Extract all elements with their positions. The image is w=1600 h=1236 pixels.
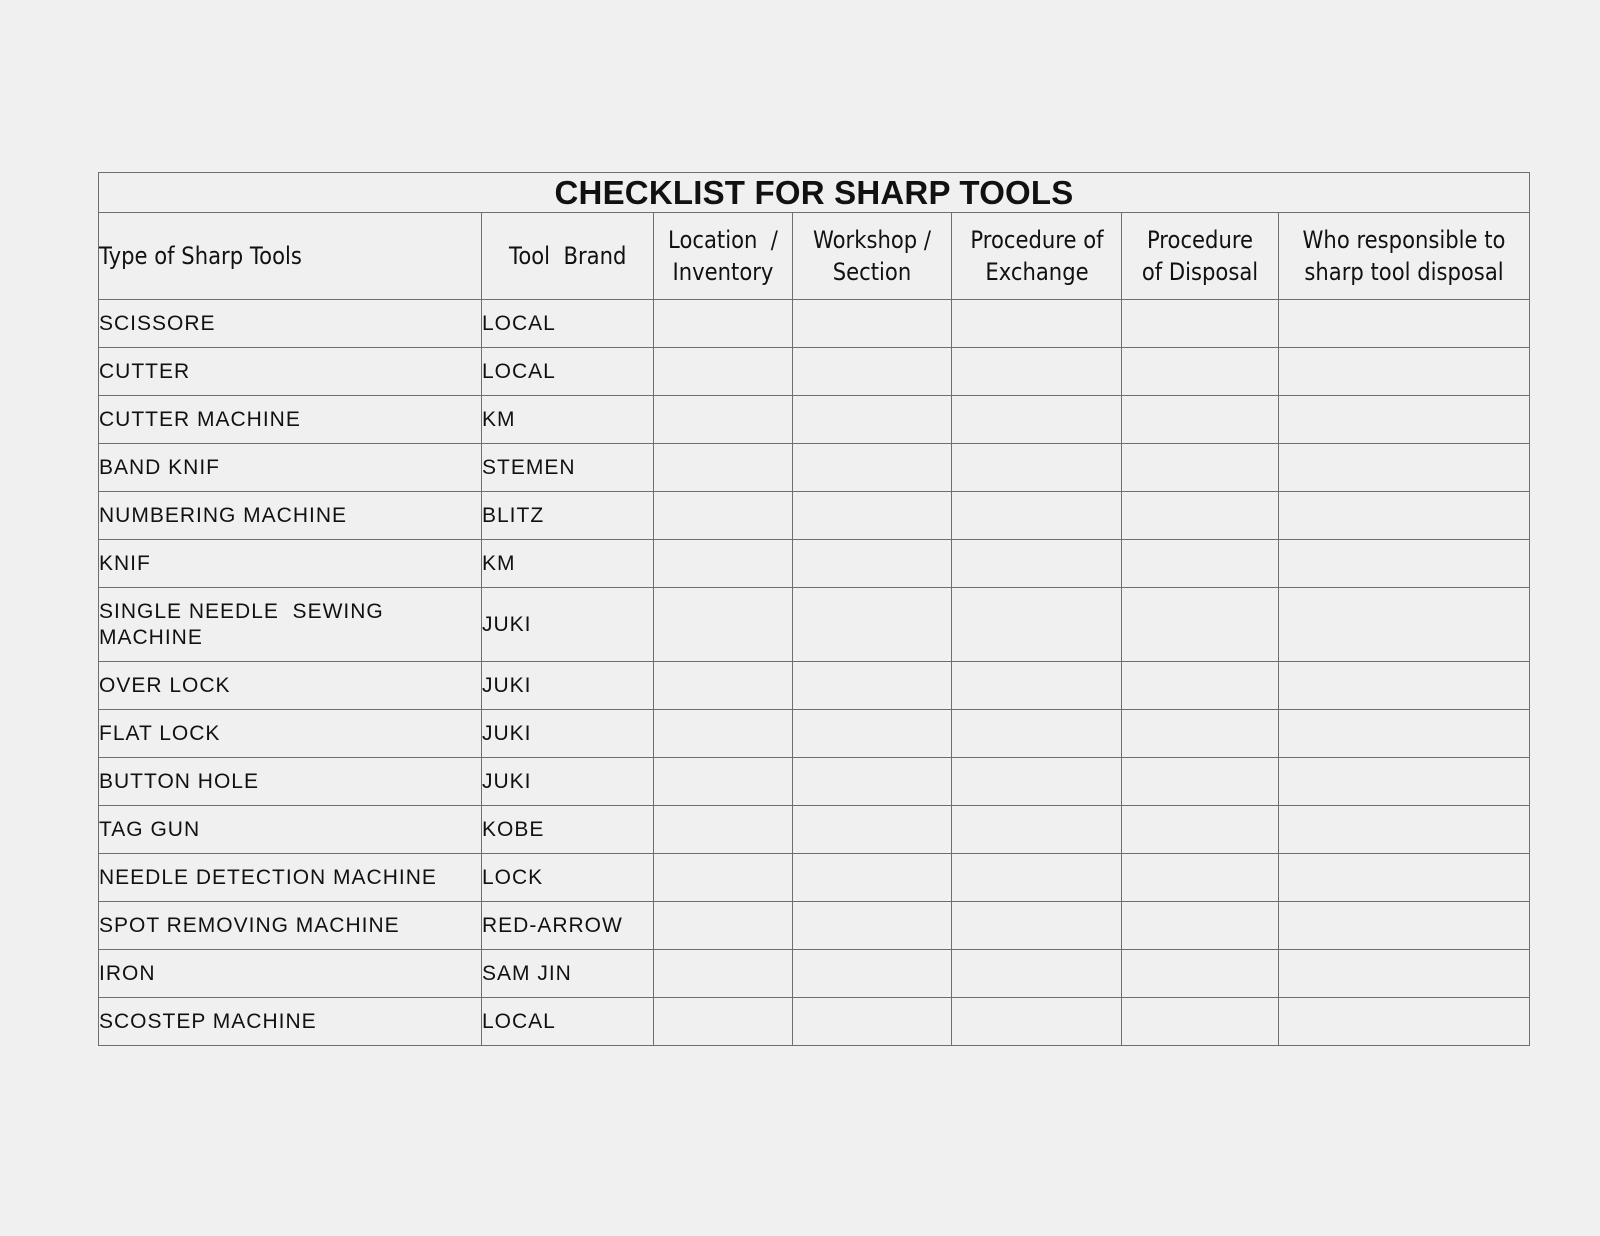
exchange-cell[interactable]	[952, 588, 1122, 662]
table-row	[99, 492, 1530, 540]
disposal-cell[interactable]	[1122, 758, 1279, 806]
table-row	[99, 950, 1530, 998]
exchange-cell[interactable]	[952, 396, 1122, 444]
workshop-cell[interactable]	[793, 998, 952, 1046]
exchange-cell[interactable]	[952, 854, 1122, 902]
tool-brand-cell: SAM JIN	[482, 950, 654, 998]
tool-type-cell: CUTTER MACHINE	[99, 396, 482, 444]
tool-type-cell: FLAT LOCK	[99, 710, 482, 758]
column-header-exchange: Procedure of Exchange	[952, 213, 1122, 300]
location-cell[interactable]	[654, 998, 793, 1046]
tool-type-cell: OVER LOCK	[99, 662, 482, 710]
table-row	[99, 758, 1530, 806]
exchange-cell[interactable]	[952, 662, 1122, 710]
tool-type-cell: KNIF	[99, 540, 482, 588]
location-cell[interactable]	[654, 854, 793, 902]
location-cell[interactable]	[654, 902, 793, 950]
workshop-cell[interactable]	[793, 710, 952, 758]
responsible-cell[interactable]	[1279, 854, 1530, 902]
disposal-cell[interactable]	[1122, 348, 1279, 396]
tool-type-cell: NEEDLE DETECTION MACHINE	[99, 854, 482, 902]
tool-brand-cell: LOCAL	[482, 998, 654, 1046]
responsible-cell[interactable]	[1279, 950, 1530, 998]
tool-brand-cell: LOCAL	[482, 300, 654, 348]
responsible-cell[interactable]	[1279, 348, 1530, 396]
tool-type-cell: NUMBERING MACHINE	[99, 492, 482, 540]
exchange-cell[interactable]	[952, 540, 1122, 588]
tool-brand-cell: JUKI	[482, 662, 654, 710]
table-row	[99, 854, 1530, 902]
column-header-workshop: Workshop / Section	[793, 213, 952, 300]
table-row	[99, 662, 1530, 710]
responsible-cell[interactable]	[1279, 710, 1530, 758]
disposal-cell[interactable]	[1122, 300, 1279, 348]
exchange-cell[interactable]	[952, 300, 1122, 348]
workshop-cell[interactable]	[793, 662, 952, 710]
responsible-cell[interactable]	[1279, 300, 1530, 348]
workshop-cell[interactable]	[793, 950, 952, 998]
responsible-cell[interactable]	[1279, 758, 1530, 806]
tool-brand-cell: JUKI	[482, 758, 654, 806]
exchange-cell[interactable]	[952, 444, 1122, 492]
workshop-cell[interactable]	[793, 300, 952, 348]
exchange-cell[interactable]	[952, 902, 1122, 950]
disposal-cell[interactable]	[1122, 444, 1279, 492]
workshop-cell[interactable]	[793, 588, 952, 662]
workshop-cell[interactable]	[793, 806, 952, 854]
table-row	[99, 710, 1530, 758]
table-row	[99, 300, 1530, 348]
location-cell[interactable]	[654, 662, 793, 710]
responsible-cell[interactable]	[1279, 998, 1530, 1046]
workshop-cell[interactable]	[793, 854, 952, 902]
disposal-cell[interactable]	[1122, 396, 1279, 444]
table-row	[99, 998, 1530, 1046]
exchange-cell[interactable]	[952, 348, 1122, 396]
location-cell[interactable]	[654, 758, 793, 806]
disposal-cell[interactable]	[1122, 806, 1279, 854]
tool-type-cell: SCISSORE	[99, 300, 482, 348]
tool-brand-cell: LOCAL	[482, 348, 654, 396]
disposal-cell[interactable]	[1122, 998, 1279, 1046]
table-row	[99, 806, 1530, 854]
responsible-cell[interactable]	[1279, 662, 1530, 710]
column-header-tool-brand: Tool Brand	[482, 213, 654, 300]
workshop-cell[interactable]	[793, 540, 952, 588]
workshop-cell[interactable]	[793, 492, 952, 540]
exchange-cell[interactable]	[952, 710, 1122, 758]
page-title: CHECKLIST FOR SHARP TOOLS	[99, 173, 1530, 213]
tool-type-cell: IRON	[99, 950, 482, 998]
tool-brand-cell: JUKI	[482, 588, 654, 662]
title-row	[99, 173, 1530, 213]
column-header-disposal: Procedure of Disposal	[1122, 213, 1279, 300]
workshop-cell[interactable]	[793, 902, 952, 950]
tool-type-cell: SINGLE NEEDLE SEWING MACHINE	[99, 588, 482, 662]
location-cell[interactable]	[654, 348, 793, 396]
location-cell[interactable]	[654, 710, 793, 758]
location-cell[interactable]	[654, 300, 793, 348]
tool-brand-cell: RED-ARROW	[482, 902, 654, 950]
tool-brand-cell: KM	[482, 540, 654, 588]
responsible-cell[interactable]	[1279, 902, 1530, 950]
location-cell[interactable]	[654, 806, 793, 854]
tool-type-cell: BUTTON HOLE	[99, 758, 482, 806]
tool-brand-cell: KOBE	[482, 806, 654, 854]
tool-type-cell: BAND KNIF	[99, 444, 482, 492]
location-cell[interactable]	[654, 950, 793, 998]
exchange-cell[interactable]	[952, 492, 1122, 540]
sharp-tools-checklist-table	[98, 172, 1530, 1046]
disposal-cell[interactable]	[1122, 854, 1279, 902]
responsible-cell[interactable]	[1279, 588, 1530, 662]
table-row	[99, 540, 1530, 588]
exchange-cell[interactable]	[952, 758, 1122, 806]
disposal-cell[interactable]	[1122, 710, 1279, 758]
exchange-cell[interactable]	[952, 806, 1122, 854]
disposal-cell[interactable]	[1122, 950, 1279, 998]
location-cell[interactable]	[654, 444, 793, 492]
table-row	[99, 588, 1530, 662]
workshop-cell[interactable]	[793, 348, 952, 396]
responsible-cell[interactable]	[1279, 396, 1530, 444]
tool-brand-cell: BLITZ	[482, 492, 654, 540]
location-cell[interactable]	[654, 492, 793, 540]
exchange-cell[interactable]	[952, 950, 1122, 998]
responsible-cell[interactable]	[1279, 540, 1530, 588]
disposal-cell[interactable]	[1122, 492, 1279, 540]
workshop-cell[interactable]	[793, 396, 952, 444]
location-cell[interactable]	[654, 540, 793, 588]
table-row	[99, 348, 1530, 396]
responsible-cell[interactable]	[1279, 444, 1530, 492]
disposal-cell[interactable]	[1122, 540, 1279, 588]
table-row	[99, 444, 1530, 492]
responsible-cell[interactable]	[1279, 806, 1530, 854]
table-row	[99, 902, 1530, 950]
tool-type-cell: SCOSTEP MACHINE	[99, 998, 482, 1046]
column-header-location: Location / Inventory	[654, 213, 793, 300]
location-cell[interactable]	[654, 396, 793, 444]
exchange-cell[interactable]	[952, 998, 1122, 1046]
disposal-cell[interactable]	[1122, 662, 1279, 710]
column-header-tool-type: Type of Sharp Tools	[99, 213, 482, 300]
header-row	[99, 213, 1530, 300]
workshop-cell[interactable]	[793, 758, 952, 806]
tool-type-cell: TAG GUN	[99, 806, 482, 854]
checklist-rows	[99, 300, 1530, 1046]
tool-brand-cell: LOCK	[482, 854, 654, 902]
tool-type-cell: CUTTER	[99, 348, 482, 396]
disposal-cell[interactable]	[1122, 902, 1279, 950]
responsible-cell[interactable]	[1279, 492, 1530, 540]
disposal-cell[interactable]	[1122, 588, 1279, 662]
tool-brand-cell: STEMEN	[482, 444, 654, 492]
column-header-responsible: Who responsible to sharp tool disposal	[1279, 213, 1530, 300]
table-row	[99, 396, 1530, 444]
tool-brand-cell: KM	[482, 396, 654, 444]
tool-type-cell: SPOT REMOVING MACHINE	[99, 902, 482, 950]
workshop-cell[interactable]	[793, 444, 952, 492]
location-cell[interactable]	[654, 588, 793, 662]
tool-brand-cell: JUKI	[482, 710, 654, 758]
